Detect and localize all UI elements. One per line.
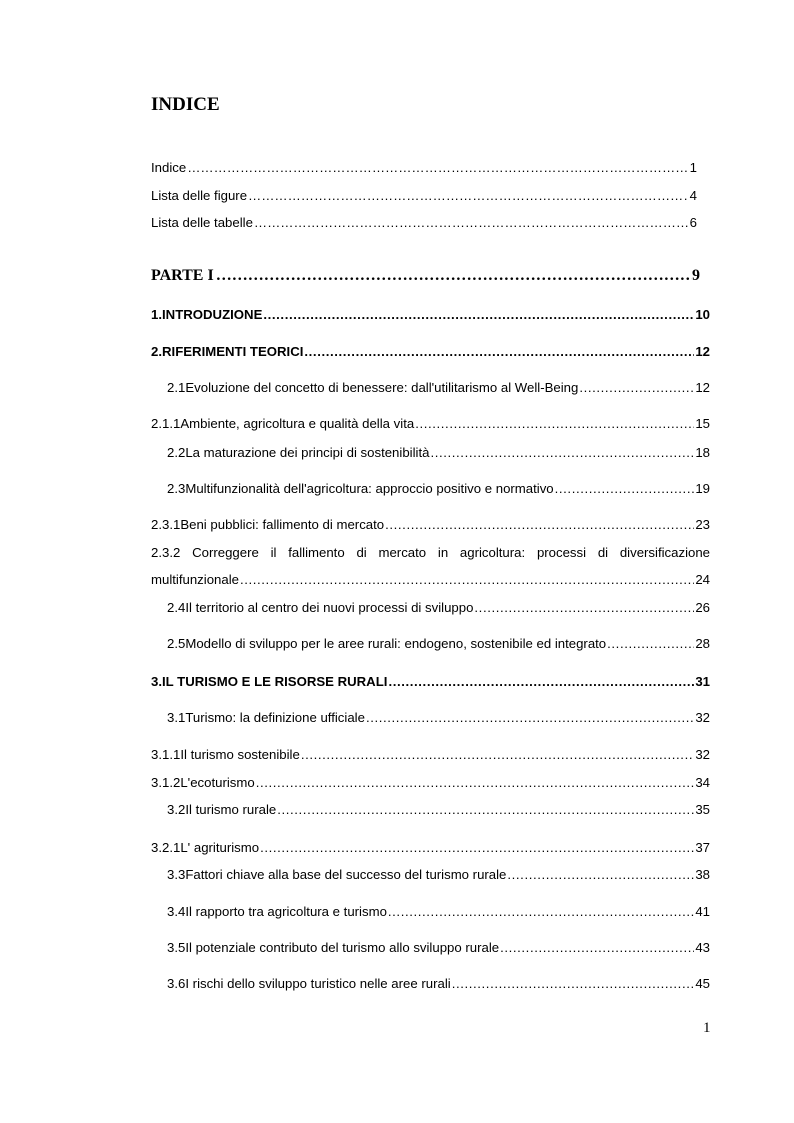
toc-entry-text: Multifunzionalità dell'agricoltura: approccio positivo e normativo bbox=[185, 481, 554, 496]
toc-entry-number: 3. bbox=[151, 674, 162, 689]
toc-entry-page: 10 bbox=[695, 307, 710, 322]
toc-entry-lista-tabelle[interactable] bbox=[151, 215, 697, 235]
toc-entry-page: 1 bbox=[689, 160, 697, 175]
dot-leader bbox=[254, 215, 689, 230]
toc-entry[interactable] bbox=[167, 380, 710, 400]
toc-entry-number: 2.1 bbox=[167, 380, 186, 395]
toc-entry-word: in bbox=[437, 545, 449, 560]
toc-entry-text: I rischi dello sviluppo turistico nelle aree rurali bbox=[185, 976, 451, 991]
toc-entry-text: Fattori chiave alla base del successo del turismo rurale bbox=[185, 867, 507, 882]
toc-entry-word: diversificazione bbox=[619, 545, 710, 560]
dot-leader bbox=[555, 481, 695, 496]
toc-entry-number: 2.4 bbox=[167, 600, 186, 615]
toc-entry-text: IL TURISMO E LE RISORSE RURALI bbox=[162, 674, 388, 689]
toc-entry-text: INTRODUZIONE bbox=[162, 307, 263, 322]
toc-entry-page: 31 bbox=[695, 674, 710, 689]
dot-leader bbox=[304, 344, 694, 359]
dot-leader bbox=[388, 674, 694, 689]
toc-entry[interactable] bbox=[167, 940, 710, 960]
dot-leader bbox=[263, 307, 694, 322]
toc-entry-page: 6 bbox=[689, 215, 697, 230]
toc-entry-number: 2.5 bbox=[167, 636, 186, 651]
dot-leader bbox=[500, 940, 694, 955]
dot-leader bbox=[277, 802, 694, 817]
toc-part-heading[interactable] bbox=[151, 267, 700, 291]
dot-leader bbox=[430, 445, 694, 460]
toc-entry-text: Il turismo rurale bbox=[185, 802, 277, 817]
toc-entry-multiline[interactable] bbox=[151, 545, 710, 560]
toc-entry-number: 3.1.1 bbox=[151, 747, 181, 762]
toc-entry-text: Lista delle figure bbox=[151, 188, 248, 203]
toc-entry-page: 38 bbox=[695, 867, 710, 882]
toc-entry-page: 45 bbox=[695, 976, 710, 991]
toc-entry-text: Il potenziale contributo del turismo allo sviluppo rurale bbox=[185, 940, 500, 955]
dot-leader bbox=[366, 710, 694, 725]
toc-entry[interactable] bbox=[167, 976, 710, 996]
toc-entry-page: 34 bbox=[695, 775, 710, 790]
toc-entry-word: fallimento bbox=[288, 545, 345, 560]
dot-leader bbox=[187, 160, 688, 175]
toc-entry-text: Il turismo sostenibile bbox=[180, 747, 300, 762]
toc-entry-text: Modello di sviluppo per le aree rurali: endogeno, sostenibile ed integrato bbox=[185, 636, 607, 651]
toc-entry-page: 35 bbox=[695, 802, 710, 817]
dot-leader bbox=[579, 380, 694, 395]
toc-entry-text: Ambiente, agricoltura e qualità della vita bbox=[180, 416, 415, 431]
toc-entry-word: agricoltura: bbox=[459, 545, 526, 560]
toc-entry-text: Evoluzione del concetto di benessere: dall'utilitarismo al Well-Being bbox=[185, 380, 579, 395]
toc-entry-page: 18 bbox=[695, 445, 710, 460]
toc-entry-page: 19 bbox=[695, 481, 710, 496]
toc-entry[interactable] bbox=[167, 445, 710, 465]
toc-entry-word: di bbox=[356, 545, 367, 560]
part-title: PARTE I bbox=[151, 267, 214, 284]
toc-entry-text: Beni pubblici: fallimento di mercato bbox=[180, 517, 385, 532]
toc-entry-number: 3.2.1 bbox=[151, 840, 181, 855]
toc-entry-page: 26 bbox=[695, 600, 710, 615]
toc-entry-number: 3.3 bbox=[167, 867, 186, 882]
toc-entry-text: L' agriturismo bbox=[180, 840, 260, 855]
toc-entry-number: 2.3 bbox=[167, 481, 186, 496]
toc-entry[interactable] bbox=[167, 710, 710, 730]
toc-entry-page: 43 bbox=[695, 940, 710, 955]
toc-entry-page: 24 bbox=[695, 572, 710, 587]
toc-entry[interactable] bbox=[151, 307, 710, 327]
toc-entry-page: 12 bbox=[695, 380, 710, 395]
toc-entry-number: 3.1.2 bbox=[151, 775, 181, 790]
toc-entry-text: L'ecoturismo bbox=[180, 775, 255, 790]
toc-entry-word: di bbox=[597, 545, 609, 560]
toc-entry-word: processi bbox=[536, 545, 587, 560]
toc-entry[interactable] bbox=[151, 416, 710, 436]
toc-entry-number: 3.6 bbox=[167, 976, 186, 991]
dot-leader bbox=[248, 188, 689, 203]
toc-entry-number: 2.3.2 bbox=[151, 545, 181, 560]
toc-entry-text: La maturazione dei principi di sostenibilità bbox=[185, 445, 430, 460]
dot-leader bbox=[607, 636, 694, 651]
toc-entry[interactable] bbox=[151, 674, 710, 694]
toc-entry-number: 2.2 bbox=[167, 445, 186, 460]
toc-entry[interactable] bbox=[167, 904, 710, 924]
toc-entry-indice[interactable] bbox=[151, 160, 697, 180]
dot-leader bbox=[216, 267, 692, 285]
dot-leader bbox=[474, 600, 694, 615]
toc-entry[interactable] bbox=[151, 775, 710, 795]
toc-entry-word: Correggere bbox=[192, 545, 259, 560]
toc-entry-page: 32 bbox=[695, 710, 710, 725]
toc-entry[interactable] bbox=[167, 600, 710, 620]
toc-entry-text: Turismo: la definizione ufficiale bbox=[185, 710, 365, 725]
toc-entry-page: 41 bbox=[695, 904, 710, 919]
dot-leader bbox=[388, 904, 694, 919]
toc-entry-number: 2. bbox=[151, 344, 162, 359]
toc-entry[interactable] bbox=[151, 840, 710, 860]
toc-entry-number: 2.1.1 bbox=[151, 416, 181, 431]
toc-entry-page: 12 bbox=[695, 344, 710, 359]
toc-entry[interactable] bbox=[167, 636, 710, 656]
toc-entry[interactable] bbox=[167, 481, 710, 501]
toc-entry-lista-figure[interactable] bbox=[151, 188, 697, 208]
page-number: 1 bbox=[703, 1020, 711, 1036]
toc-entry[interactable] bbox=[151, 344, 710, 364]
toc-entry-number: 3.1 bbox=[167, 710, 186, 725]
toc-entry-text: RIFERIMENTI TEORICI bbox=[162, 344, 304, 359]
toc-entry-number: 3.2 bbox=[167, 802, 186, 817]
toc-entry-text: multifunzionale bbox=[151, 572, 239, 587]
dot-leader bbox=[415, 416, 694, 431]
dot-leader bbox=[260, 840, 694, 855]
toc-entry-word: mercato bbox=[378, 545, 427, 560]
dot-leader bbox=[301, 747, 695, 762]
toc-entry-text: Lista delle tabelle bbox=[151, 215, 253, 230]
toc-entry-continuation[interactable] bbox=[151, 572, 710, 592]
toc-entry-page: 32 bbox=[695, 747, 710, 762]
toc-entry-number: 3.4 bbox=[167, 904, 186, 919]
dot-leader bbox=[507, 867, 694, 882]
toc-entry[interactable] bbox=[167, 802, 710, 822]
toc-entry-page: 15 bbox=[695, 416, 710, 431]
toc-entry-page: 28 bbox=[695, 636, 710, 651]
toc-entry-word: il bbox=[270, 545, 277, 560]
toc-entry-number: 3.5 bbox=[167, 940, 186, 955]
toc-entry-number: 1. bbox=[151, 307, 162, 322]
index-title: INDICE bbox=[151, 94, 220, 115]
dot-leader bbox=[240, 572, 694, 587]
part-page: 9 bbox=[692, 267, 700, 284]
toc-entry-text: Indice bbox=[151, 160, 187, 175]
toc-entry-page: 4 bbox=[689, 188, 697, 203]
toc-entry-page: 37 bbox=[695, 840, 710, 855]
toc-entry[interactable] bbox=[151, 517, 710, 537]
dot-leader bbox=[452, 976, 695, 991]
toc-entry-text: Il territorio al centro dei nuovi processi di sviluppo bbox=[185, 600, 474, 615]
toc-entry-page: 23 bbox=[695, 517, 710, 532]
dot-leader bbox=[256, 775, 695, 790]
toc-entry[interactable] bbox=[167, 867, 710, 887]
toc-entry-number: 2.3.1 bbox=[151, 517, 181, 532]
toc-entry[interactable] bbox=[151, 747, 710, 767]
toc-entry-text: Il rapporto tra agricoltura e turismo bbox=[185, 904, 387, 919]
dot-leader bbox=[385, 517, 694, 532]
